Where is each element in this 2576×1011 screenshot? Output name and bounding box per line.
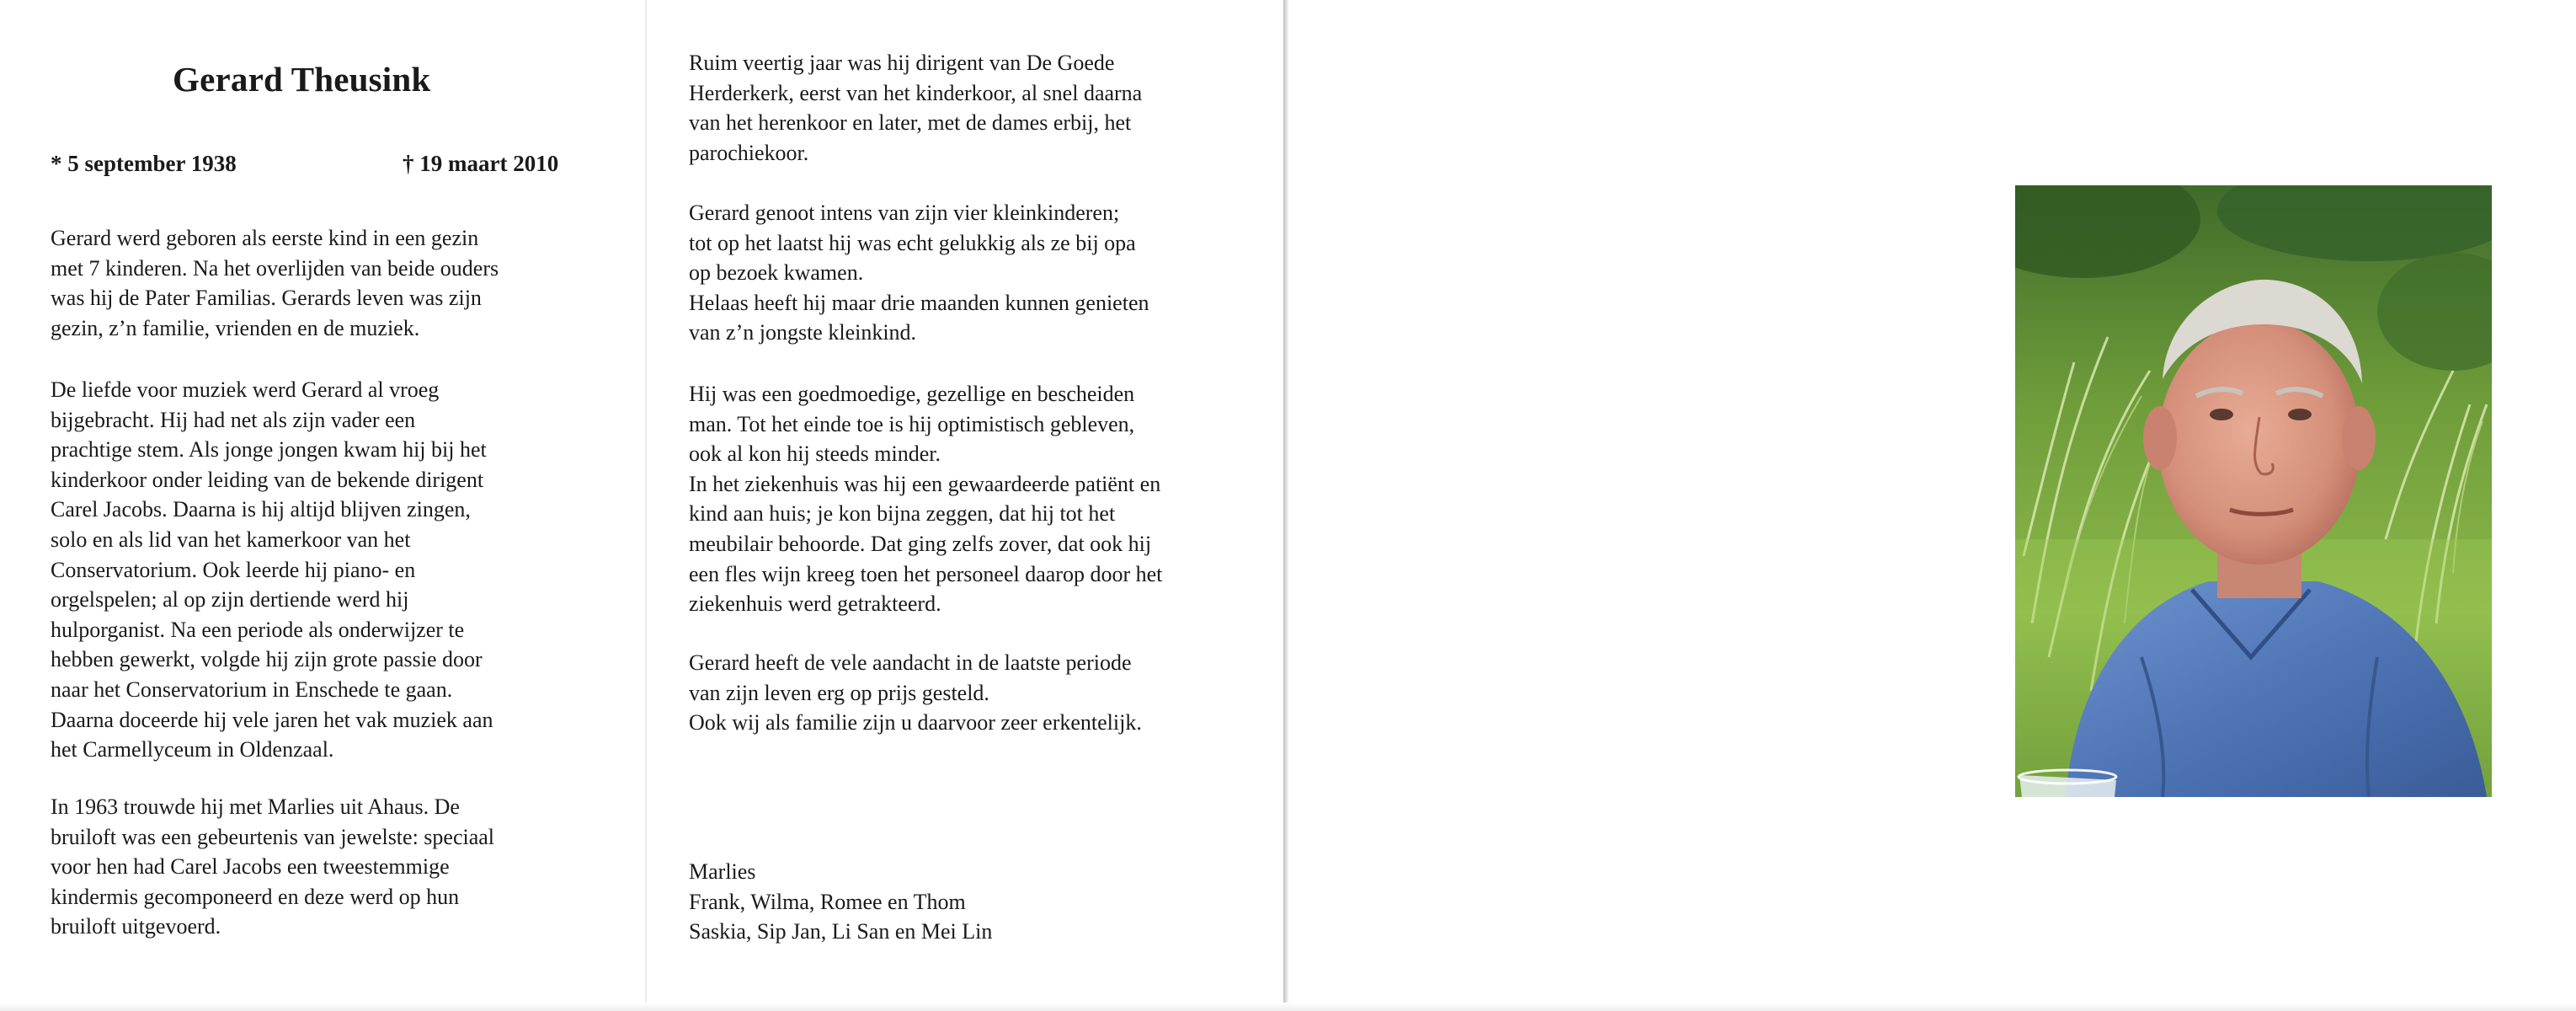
text-line: man. Tot het einde toe is hij optimistisch gebleven, — [689, 411, 1135, 436]
text-line: met 7 kinderen. Na het overlijden van beide ouders — [51, 255, 499, 281]
signature-line: Frank, Wilma, Romee en Thom — [689, 889, 966, 914]
text-line: Ruim veertig jaar was hij dirigent van De Goede — [689, 51, 1115, 75]
signature-line: Saskia, Sip Jan, Li San en Mei Lin — [689, 919, 993, 944]
text-line: gezin, z’n familie, vrienden en de muziek. — [51, 315, 420, 340]
text-line: prachtige stem. Als jonge jongen kwam hij bij het — [51, 437, 487, 463]
deceased-name-title: Gerard Theusink — [173, 60, 431, 99]
text-line: hulporganist. Na een periode als onderwijzer te — [51, 617, 465, 642]
signature-line: Marlies — [689, 859, 756, 884]
card-left-panel — [0, 0, 647, 1011]
biography-paragraph-music — [51, 375, 493, 765]
text-line: voor hen had Carel Jacobs een tweestemmige — [51, 854, 450, 880]
biography-paragraph-childhood — [51, 223, 499, 343]
text-line: van z’n jongste kleinkind. — [689, 320, 917, 345]
card-bottom-edge — [0, 1003, 2576, 1011]
text-line: parochiekoor. — [689, 140, 809, 165]
text-line: hebben gewerkt, volgde hij zijn grote passie door — [51, 647, 483, 672]
text-line: van zijn leven erg op prijs gesteld. — [689, 680, 989, 705]
text-line: kinderkoor onder leiding van de bekende dirigent — [51, 467, 484, 492]
text-line: een fles wijn kreeg toen het personeel daarop door het — [689, 561, 1163, 586]
biography-paragraph-conductor — [689, 48, 1142, 168]
biography-paragraph-grandchildren — [689, 198, 1149, 348]
text-line: De liefde voor muziek werd Gerard al vroeg — [51, 377, 440, 402]
text-line: bruiloft was een gebeurtenis van jewelste: speciaal — [51, 824, 495, 849]
text-line: Hij was een goedmoedige, gezellige en bescheiden — [689, 382, 1135, 406]
biography-paragraph-character — [689, 379, 1162, 619]
fold-line-right — [1283, 0, 1288, 1011]
text-line: ook al kon hij steeds minder. — [689, 441, 941, 467]
text-line: kindermis gecomponeerd en deze werd op hun — [51, 884, 460, 909]
fold-line-left — [645, 0, 647, 1011]
death-date: † 19 maart 2010 — [403, 151, 559, 176]
text-line: Daarna doceerde hij vele jaren het vak muziek aan — [51, 707, 493, 732]
biography-paragraph-marriage — [51, 792, 494, 942]
text-line: Gerard genoot intens van zijn vier kleinkinderen; — [689, 201, 1120, 225]
text-line: Ook wij als familie zijn u daarvoor zeer erkentelijk. — [689, 710, 1142, 736]
text-line: orgelspelen; al op zijn dertiende werd hij — [51, 587, 409, 612]
biography-paragraph-thanks — [689, 648, 1142, 738]
text-line: Helaas heeft hij maar drie maanden kunnen genieten — [689, 290, 1149, 315]
text-line: naar het Conservatorium in Enschede te gaan. — [51, 677, 453, 702]
text-line: meubilair behoorde. Dat ging zelfs zover, dat ook hij — [689, 531, 1152, 556]
text-line: ziekenhuis werd getrakteerd. — [689, 591, 941, 617]
text-line: was hij de Pater Familias. Gerards leven was zijn — [51, 286, 482, 311]
text-line: Conservatorium. Ook leerde hij piano- en — [51, 557, 416, 582]
text-line: tot op het laatst hij was echt gelukkig als ze bij opa — [689, 230, 1136, 255]
text-line: solo en als lid van het kamerkoor van het — [51, 527, 411, 552]
text-line: het Carmellyceum in Oldenzaal. — [51, 737, 334, 762]
text-line: In 1963 trouwde hij met Marlies uit Ahaus. De — [51, 794, 460, 819]
birth-date: * 5 september 1938 — [51, 151, 237, 176]
text-line: bijgebracht. Hij had net als zijn vader een — [51, 407, 416, 432]
text-line: Gerard heeft de vele aandacht in de laatste periode — [689, 650, 1132, 675]
text-line: kind aan huis; je kon bijna zeggen, dat hij tot het — [689, 501, 1116, 527]
text-line: In het ziekenhuis was hij een gewaardeerde patiënt en — [689, 471, 1161, 496]
family-signature — [689, 857, 992, 947]
text-line: Carel Jacobs. Daarna is hij altijd blijven zingen, — [51, 497, 471, 522]
text-line: bruiloft uitgevoerd. — [51, 914, 221, 939]
text-line: van het herenkoor en later, met de dames erbij, het — [689, 110, 1132, 136]
text-line: op bezoek kwamen. — [689, 260, 864, 286]
text-line: Herderkerk, eerst van het kinderkoor, al snel daarna — [689, 80, 1143, 105]
text-line: Gerard werd geboren als eerste kind in een gezin — [51, 226, 479, 250]
portrait-photo-drawing — [2015, 185, 2492, 797]
portrait-photo — [2015, 185, 2492, 797]
